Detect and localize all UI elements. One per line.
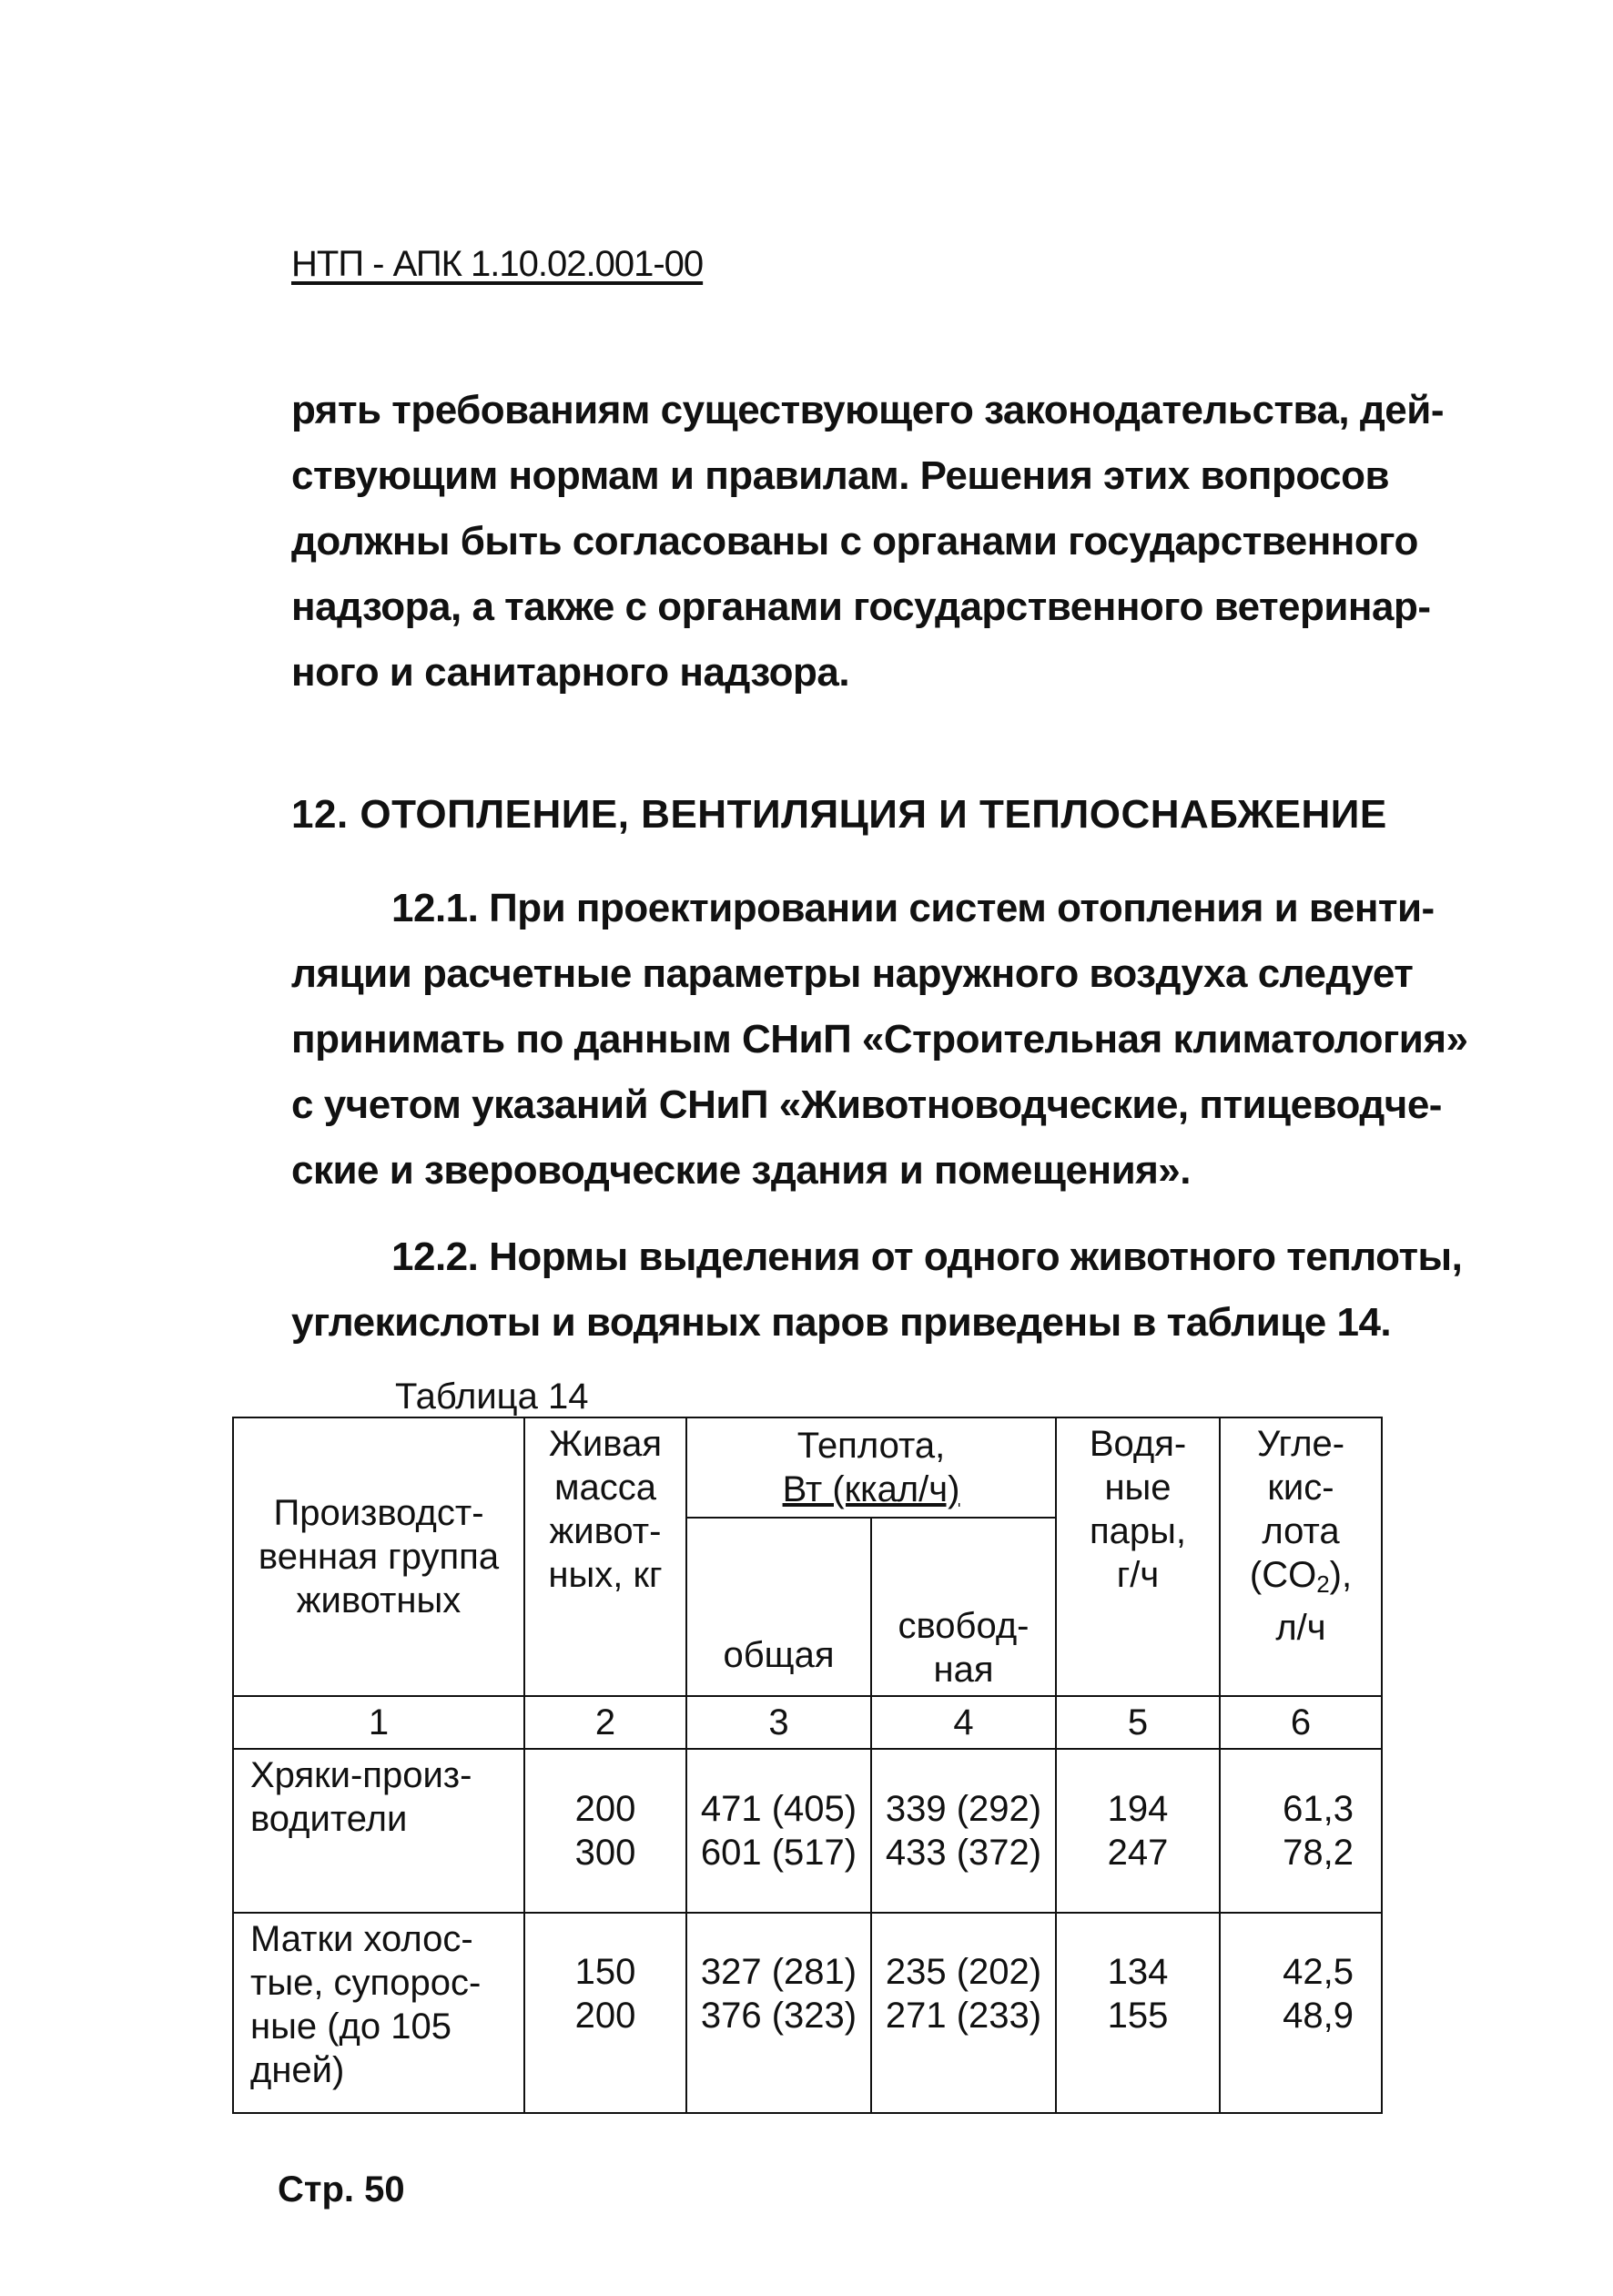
text-line: принимать по данным СНиП «Строительная климатология» [291, 1017, 1468, 1062]
table-colnum-row [233, 1696, 1382, 1749]
paragraph-12-2 [291, 1224, 1463, 1356]
page-number: Стр. 50 [278, 2169, 405, 2210]
text-line: углекислоты и водяных паров приведены в таблице 14. [291, 1300, 1392, 1345]
cell-mass: 150 200 [524, 1913, 686, 2113]
col-number: 5 [1056, 1696, 1220, 1749]
col-number: 1 [233, 1696, 524, 1749]
col-number: 2 [524, 1696, 686, 1749]
table-header-row [233, 1417, 1382, 1518]
header-heat-total: общая [686, 1518, 871, 1696]
header-mass: Живая масса живот- ных, кг [524, 1417, 686, 1696]
table-caption: Таблица 14 [395, 1377, 589, 1417]
cell-heat-total: 471 (405) 601 (517) [686, 1749, 871, 1913]
cell-vapor: 194 247 [1056, 1749, 1220, 1913]
cell-co2: 42,5 48,9 [1220, 1913, 1382, 2113]
cell-mass: 200 300 [524, 1749, 686, 1913]
cell-heat-free: 339 (292) 433 (372) [871, 1749, 1056, 1913]
header-group: Производст- венная группа животных [233, 1417, 524, 1696]
text-line: 12.2. Нормы выделения от одного животного теплоты, [391, 1234, 1463, 1279]
cell-heat-total: 327 (281) 376 (323) [686, 1913, 871, 2113]
header-heat-free: свобод- ная [871, 1518, 1056, 1696]
paragraph-continuation [291, 378, 1444, 706]
table-row [233, 1913, 1382, 2113]
table-row [233, 1749, 1382, 1913]
header-heat: Теплота, Вт (ккал/ч) [686, 1417, 1056, 1518]
text-line: рять требованиям существующего законодательства, дей- [291, 388, 1444, 432]
text-line: ствующим нормам и правилам. Решения этих вопросов [291, 453, 1390, 498]
paragraph-12-1 [291, 876, 1468, 1204]
text-line: ного и санитарного надзора. [291, 650, 850, 695]
text-line: 12.1. При проектировании систем отопления и венти- [391, 886, 1435, 930]
cell-group: Хряки-произ- водители [233, 1749, 524, 1913]
header-co2: Угле- кис- лота $(CO_2)$, л/ч [1220, 1417, 1382, 1696]
text-line: ляции расчетные параметры наружного воздуха следует [291, 951, 1414, 996]
section-heading: 12. ОТОПЛЕНИЕ, ВЕНТИЛЯЦИЯ И ТЕПЛОСНАБЖЕНИЕ [291, 792, 1387, 837]
text-line: с учетом указаний СНиП «Животноводческие, птицеводче- [291, 1082, 1442, 1127]
header-vapor: Водя- ные пары, г/ч [1056, 1417, 1220, 1696]
cell-co2: 61,3 78,2 [1220, 1749, 1382, 1913]
col-number: 6 [1220, 1696, 1382, 1749]
cell-vapor: 134 155 [1056, 1913, 1220, 2113]
text-line: должны быть согласованы с органами государственного [291, 519, 1418, 564]
table-14 [232, 1417, 1383, 2114]
col-number: 4 [871, 1696, 1056, 1749]
co2-formula: $(CO_2)$, [1249, 1555, 1353, 1598]
document-code: НТП - АПК 1.10.02.001-00 [291, 244, 704, 284]
cell-group: Матки холос- тые, супорос- ные (до 105 дней) [233, 1913, 524, 2113]
text-line: ские и звероводческие здания и помещения». [291, 1148, 1191, 1193]
text-line: надзора, а также с органами государственного ветеринар- [291, 584, 1431, 629]
col-number: 3 [686, 1696, 871, 1749]
cell-heat-free: 235 (202) 271 (233) [871, 1913, 1056, 2113]
